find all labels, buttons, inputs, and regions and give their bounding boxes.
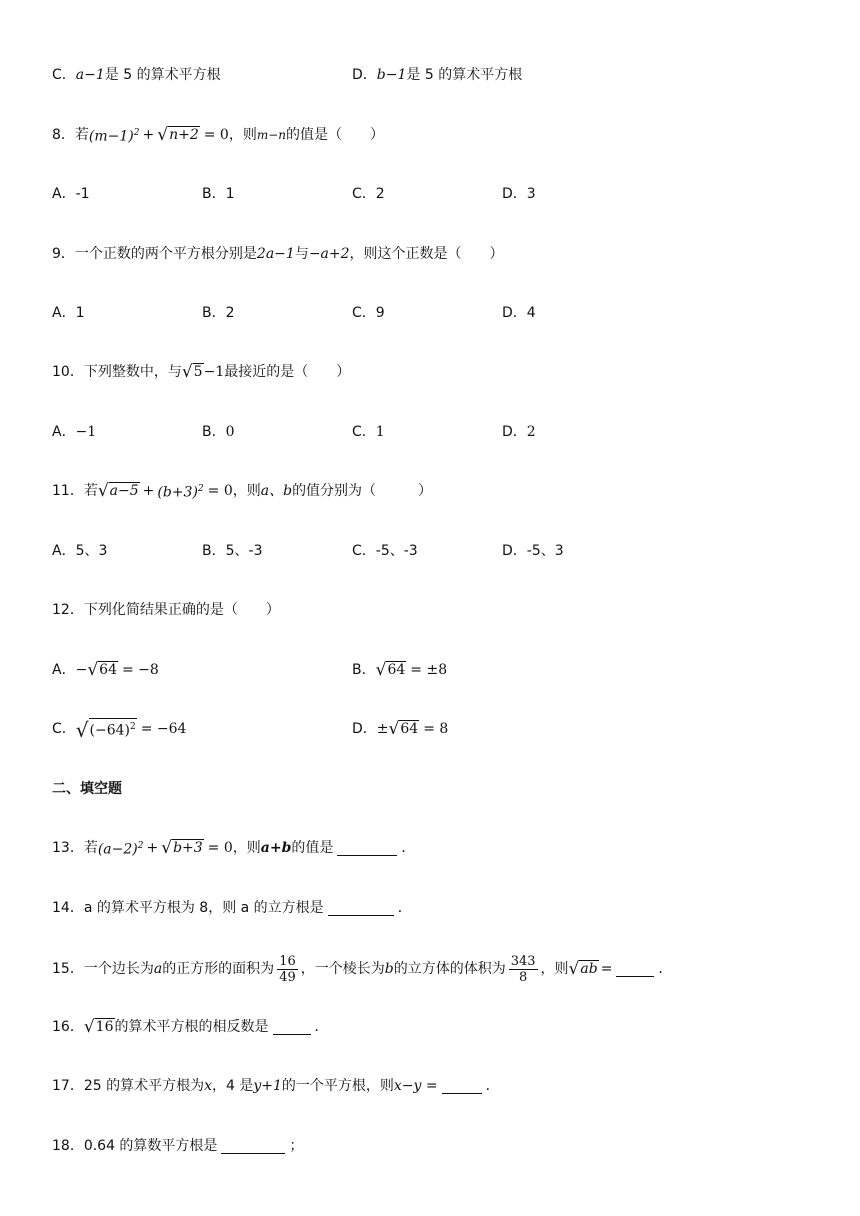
q15-prefix: 15．一个边长为 — [52, 961, 154, 977]
q15-var-a: a — [153, 961, 163, 977]
q8-suffix: 的值是（ ） — [286, 127, 384, 143]
q15-stem — [52, 954, 672, 984]
q17-end: ． — [485, 1078, 500, 1094]
q15-fraction-volume: $\frac{343}{8}$ — [510, 953, 536, 985]
q14-stem — [52, 895, 412, 921]
q10-option-b: B． 0 — [202, 424, 235, 440]
q11-radical: √ a−5 — [97, 481, 139, 501]
q9-expr-1: 2a−1 — [256, 246, 295, 262]
q7-d-text: 是 5 的算术平方根 — [406, 67, 523, 83]
q17-stem — [52, 1073, 500, 1099]
q8-option-b: B．1 — [202, 186, 235, 202]
q18-stem — [52, 1133, 303, 1159]
q7-d-expr: b−1 — [376, 67, 407, 83]
q8-expr-a: $(m-1)^2$ — [88, 128, 140, 145]
q15-mid1: 的正方形的面积为 — [162, 961, 275, 977]
q13-prefix: 13．若 — [52, 840, 98, 856]
q8-eq: = 0 — [203, 127, 229, 143]
q11-plus: + — [142, 483, 155, 499]
q13-stem — [52, 835, 415, 861]
q11-eq: = 0 — [207, 483, 233, 499]
q8-plus: + — [142, 127, 155, 143]
q13-expr-sq: $(a-2)^2$ — [97, 841, 144, 858]
q17-expr-y: y+1 — [253, 1078, 282, 1094]
q10-suffix: 最接近的是（ ） — [224, 364, 351, 380]
q8-option-d: D．3 — [502, 186, 536, 202]
q11-option-a: A．5、3 — [52, 543, 108, 559]
q7-c-text: 是 5 的算术平方根 — [104, 67, 221, 83]
q7-option-d — [352, 62, 522, 88]
q17-var-x: x — [204, 1078, 212, 1094]
q8-prefix: 8．若 — [52, 127, 89, 143]
q9-option-a: A．1 — [52, 305, 85, 321]
q15-fraction-area: $\frac{16}{49}$ — [279, 953, 296, 985]
q9-option-d: D．4 — [502, 305, 536, 321]
q7-d-label: D． — [352, 67, 377, 83]
q10-option-c: C． 1 — [352, 424, 385, 440]
q15-eq: = — [600, 961, 613, 977]
q10-option-d: D． 2 — [502, 424, 536, 440]
q11-mid: ，则 — [232, 483, 261, 499]
q13-eq: = 0 — [207, 840, 233, 856]
q15-mid4: ，则 — [540, 961, 569, 977]
q8-stem — [52, 122, 384, 148]
q10-stem — [52, 359, 350, 385]
q11-option-b: B．5、-3 — [202, 543, 263, 559]
q7-c-label: C． — [52, 67, 76, 83]
q11-stem — [52, 478, 432, 504]
q8-option-c: C．2 — [352, 186, 385, 202]
q18-answer-blank — [221, 1139, 285, 1154]
q9-stem — [52, 241, 504, 267]
q8-radical: √ n+2 — [157, 125, 199, 145]
q15-mid2: ，一个棱长为 — [300, 961, 385, 977]
q12-stem: 12．下列化简结果正确的是（ ） — [52, 602, 280, 618]
q15-mid3: 的立方体的体积为 — [393, 961, 506, 977]
q13-radical: √ b+3 — [161, 838, 203, 858]
q18-end: ； — [289, 1138, 304, 1154]
q9-suffix: ，则这个正数是（ ） — [349, 246, 504, 262]
q8-expr-m: m−n — [256, 128, 286, 142]
q13-answer-blank — [337, 841, 397, 856]
q14-text: 14．a 的算术平方根为 8，则 a 的立方根是 — [52, 900, 324, 916]
q15-answer-blank — [616, 962, 654, 977]
q12-option-c: C． √ $(-64)^2$ = −64 — [52, 717, 187, 742]
q17-prefix: 17．25 的算术平方根为 — [52, 1078, 205, 1094]
q13-suffix: 的值是 — [291, 840, 334, 856]
q16-radical: √ 16 — [83, 1017, 114, 1037]
q15-end: ． — [658, 961, 673, 977]
q8-option-a: A．-1 — [52, 186, 90, 202]
q14-end: ． — [397, 900, 412, 916]
q16-suffix: 的算术平方根的相反数是 — [114, 1019, 269, 1035]
q16-end: ． — [314, 1019, 329, 1035]
q13-end: ． — [401, 840, 416, 856]
q13-plus: + — [146, 840, 159, 856]
q13-mid: ，则 — [232, 840, 261, 856]
q10-option-a: A． −1 — [52, 424, 97, 440]
q7-option-c — [52, 62, 221, 88]
q10-radical: √ 5 — [181, 362, 203, 382]
q11-option-d: D．-5、3 — [502, 543, 564, 559]
q17-answer-blank — [442, 1079, 482, 1094]
q12-option-b: B． √ 64 = ±8 — [352, 660, 448, 680]
q11-option-c: C．-5、-3 — [352, 543, 418, 559]
q18-text: 18．0.64 的算数平方根是 — [52, 1138, 218, 1154]
q14-answer-blank — [328, 901, 394, 916]
q9-prefix: 9．一个正数的两个平方根分别是 — [52, 246, 257, 262]
q9-mid: 与 — [294, 246, 309, 262]
q11-expr-sq: $(b+3)^2$ — [157, 484, 204, 501]
q17-mid1: ，4 是 — [212, 1078, 254, 1094]
q16-prefix: 16． — [52, 1019, 84, 1035]
q9-option-c: C．9 — [352, 305, 385, 321]
q7-c-expr: a−1 — [75, 67, 105, 83]
q10-prefix: 10．下列整数中，与 — [52, 364, 182, 380]
q13-expr-sum: a+b — [260, 840, 292, 856]
q12-option-a: A． − √ 64 = −8 — [52, 660, 159, 680]
q11-suffix: 的值分别为（ ） — [292, 483, 433, 499]
q17-mid2: 的一个平方根，则 — [281, 1078, 394, 1094]
q15-var-b: b — [384, 961, 394, 977]
q16-answer-blank — [273, 1020, 311, 1035]
q17-expr-xy: x−y = — [393, 1078, 438, 1094]
q11-vars: a、b — [260, 483, 293, 499]
q8-mid: ，则 — [228, 127, 257, 143]
q9-expr-2: −a+2 — [308, 246, 350, 262]
q15-radical: √ ab — [568, 959, 598, 979]
q10-expr-rest: −1 — [203, 364, 225, 380]
q9-option-b: B．2 — [202, 305, 235, 321]
q16-stem — [52, 1014, 329, 1040]
section-heading: 二、填空题 — [52, 781, 122, 797]
q12-option-d: D． ± √ 64 = 8 — [352, 719, 449, 739]
q11-prefix: 11．若 — [52, 483, 98, 499]
